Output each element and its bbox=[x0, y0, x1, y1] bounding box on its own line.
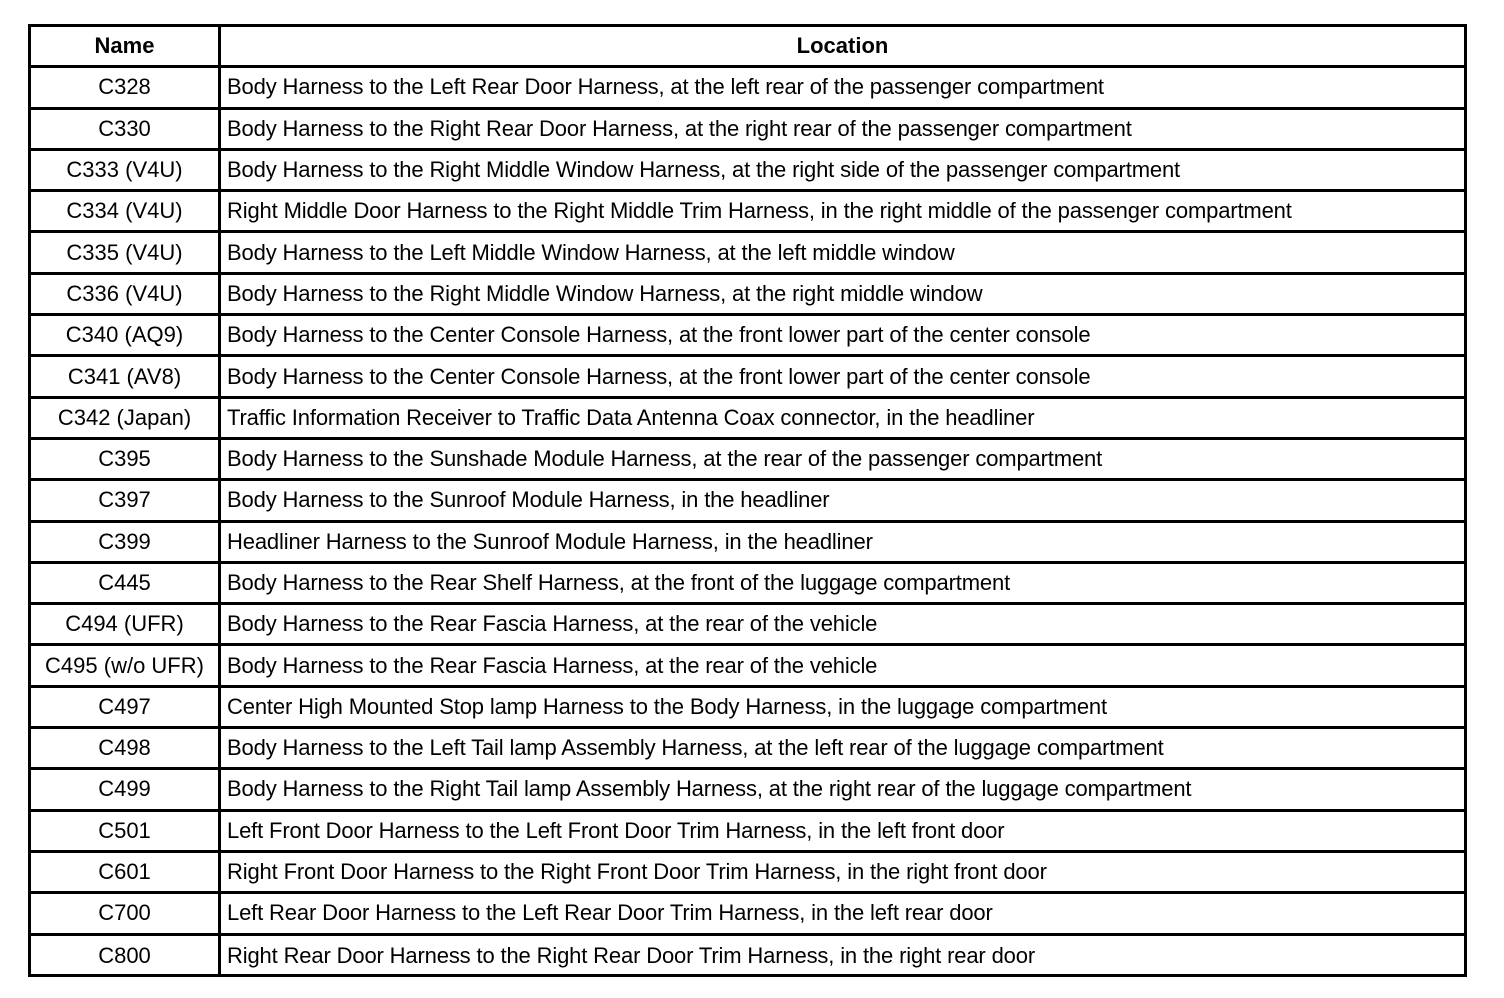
connector-name-cell: C501 bbox=[31, 812, 221, 853]
connector-name-cell: C335 (V4U) bbox=[31, 233, 221, 274]
connector-location-cell: Body Harness to the Right Middle Window Harness, at the right middle window bbox=[221, 275, 1464, 316]
connector-name-cell: C445 bbox=[31, 564, 221, 605]
connector-location-cell: Body Harness to the Right Rear Door Harness, at the right rear of the passenger compartment bbox=[221, 110, 1464, 151]
connector-name-cell: C494 (UFR) bbox=[31, 605, 221, 646]
connector-location-cell: Body Harness to the Right Middle Window Harness, at the right side of the passenger compartment bbox=[221, 151, 1464, 192]
connector-name-cell: C495 (w/o UFR) bbox=[31, 646, 221, 687]
table-row bbox=[31, 192, 1464, 233]
connector-location-cell: Body Harness to the Rear Fascia Harness, at the rear of the vehicle bbox=[221, 646, 1464, 687]
table-row bbox=[31, 729, 1464, 770]
connector-name-cell: C397 bbox=[31, 481, 221, 522]
connector-location-cell: Body Harness to the Center Console Harness, at the front lower part of the center console bbox=[221, 316, 1464, 357]
connector-name-cell: C601 bbox=[31, 853, 221, 894]
connector-location-cell: Body Harness to the Left Rear Door Harness, at the left rear of the passenger compartment bbox=[221, 68, 1464, 109]
table-row bbox=[31, 812, 1464, 853]
connector-name-cell: C497 bbox=[31, 688, 221, 729]
connector-location-cell: Body Harness to the Sunshade Module Harness, at the rear of the passenger compartment bbox=[221, 440, 1464, 481]
table-row bbox=[31, 936, 1464, 977]
table-row bbox=[31, 440, 1464, 481]
connector-location-cell: Body Harness to the Rear Fascia Harness, at the rear of the vehicle bbox=[221, 605, 1464, 646]
table-row bbox=[31, 894, 1464, 935]
connector-name-cell: C700 bbox=[31, 894, 221, 935]
table-row bbox=[31, 357, 1464, 398]
connector-name-cell: C498 bbox=[31, 729, 221, 770]
connector-location-cell: Center High Mounted Stop lamp Harness to the Body Harness, in the luggage compartment bbox=[221, 688, 1464, 729]
table-row bbox=[31, 399, 1464, 440]
connector-name-cell: C395 bbox=[31, 440, 221, 481]
table-row bbox=[31, 770, 1464, 811]
connector-name-cell: C336 (V4U) bbox=[31, 275, 221, 316]
connector-location-cell: Traffic Information Receiver to Traffic Data Antenna Coax connector, in the headliner bbox=[221, 399, 1464, 440]
connector-name-cell: C330 bbox=[31, 110, 221, 151]
table-row bbox=[31, 275, 1464, 316]
connector-name-cell: C399 bbox=[31, 523, 221, 564]
connector-location-table-frame bbox=[28, 24, 1467, 977]
connector-location-cell: Body Harness to the Sunroof Module Harness, in the headliner bbox=[221, 481, 1464, 522]
table-row bbox=[31, 481, 1464, 522]
connector-location-cell: Body Harness to the Left Tail lamp Assembly Harness, at the left rear of the luggage compartment bbox=[221, 729, 1464, 770]
connector-name-cell: C334 (V4U) bbox=[31, 192, 221, 233]
table-row bbox=[31, 233, 1464, 274]
connector-location-cell: Right Middle Door Harness to the Right Middle Trim Harness, in the right middle of the passenger compartment bbox=[221, 192, 1464, 233]
table-row bbox=[31, 316, 1464, 357]
connector-location-cell: Body Harness to the Center Console Harness, at the front lower part of the center console bbox=[221, 357, 1464, 398]
connector-location-cell: Left Rear Door Harness to the Left Rear Door Trim Harness, in the left rear door bbox=[221, 894, 1464, 935]
header-name: Name bbox=[31, 27, 221, 68]
table-row bbox=[31, 151, 1464, 192]
connector-location-cell: Body Harness to the Left Middle Window Harness, at the left middle window bbox=[221, 233, 1464, 274]
connector-name-cell: C800 bbox=[31, 936, 221, 977]
connector-name-cell: C340 (AQ9) bbox=[31, 316, 221, 357]
table-row bbox=[31, 523, 1464, 564]
connector-name-cell: C341 (AV8) bbox=[31, 357, 221, 398]
connector-location-cell: Body Harness to the Rear Shelf Harness, at the front of the luggage compartment bbox=[221, 564, 1464, 605]
table-row bbox=[31, 110, 1464, 151]
table-row bbox=[31, 853, 1464, 894]
header-location: Location bbox=[221, 27, 1464, 68]
connector-location-cell: Right Front Door Harness to the Right Front Door Trim Harness, in the right front door bbox=[221, 853, 1464, 894]
table-row bbox=[31, 68, 1464, 109]
connector-location-table bbox=[31, 27, 1464, 977]
connector-location-cell: Headliner Harness to the Sunroof Module Harness, in the headliner bbox=[221, 523, 1464, 564]
connector-name-cell: C499 bbox=[31, 770, 221, 811]
connector-location-cell: Left Front Door Harness to the Left Front Door Trim Harness, in the left front door bbox=[221, 812, 1464, 853]
table-body bbox=[31, 68, 1464, 977]
connector-name-cell: C342 (Japan) bbox=[31, 399, 221, 440]
table-row bbox=[31, 688, 1464, 729]
table-row bbox=[31, 564, 1464, 605]
table-row bbox=[31, 646, 1464, 687]
connector-name-cell: C333 (V4U) bbox=[31, 151, 221, 192]
connector-name-cell: C328 bbox=[31, 68, 221, 109]
table-header-row bbox=[31, 27, 1464, 68]
connector-location-cell: Right Rear Door Harness to the Right Rear Door Trim Harness, in the right rear door bbox=[227, 943, 1035, 969]
table-row bbox=[31, 605, 1464, 646]
connector-location-cell: Body Harness to the Right Tail lamp Assembly Harness, at the right rear of the luggage compartment bbox=[221, 770, 1464, 811]
